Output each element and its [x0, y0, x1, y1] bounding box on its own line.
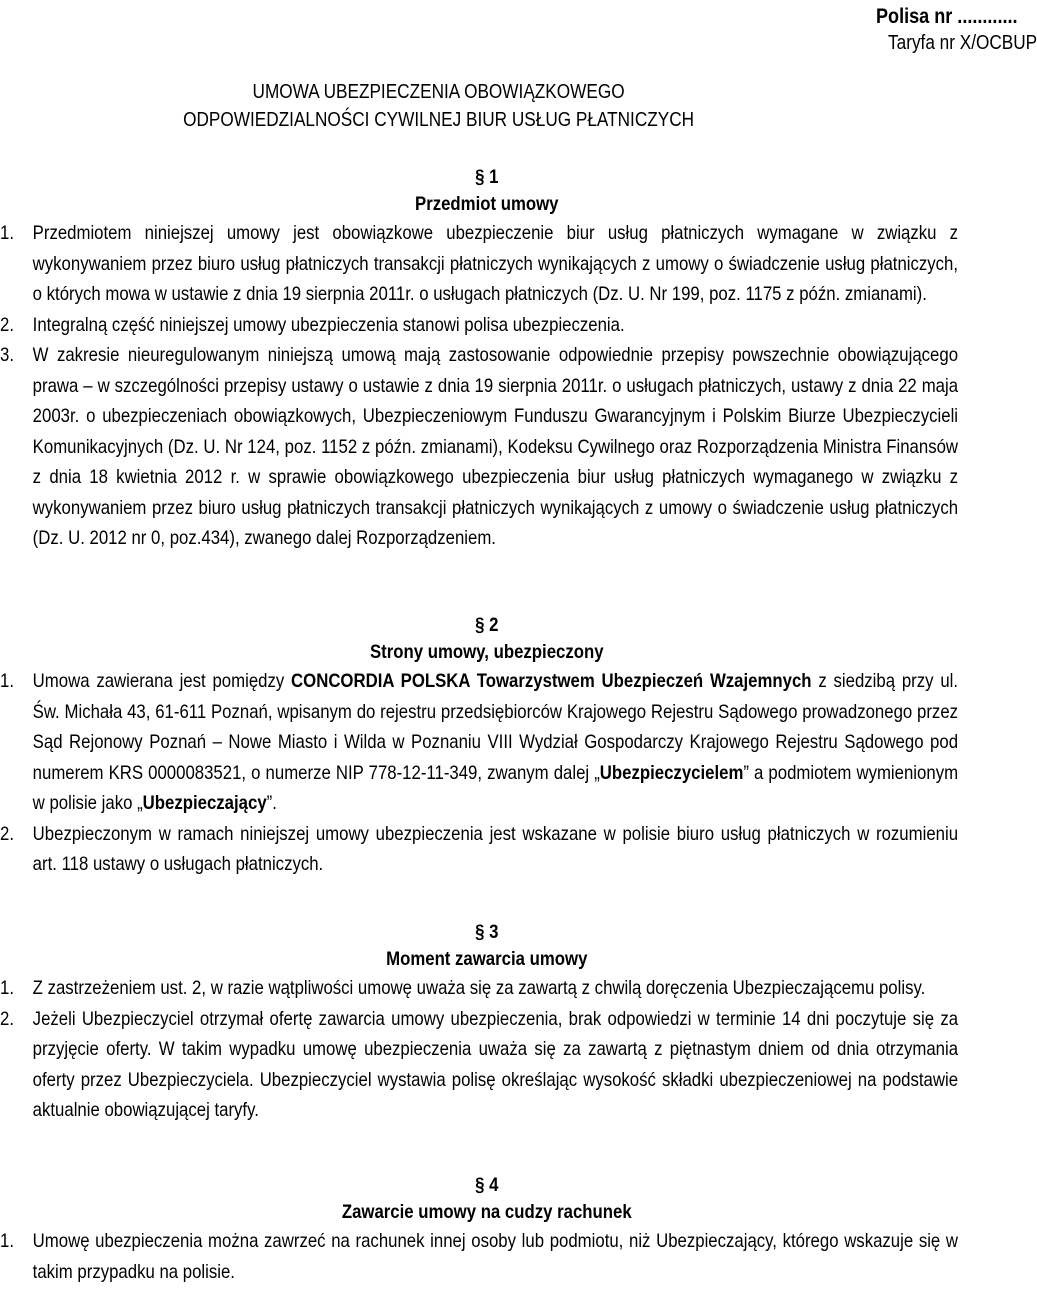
- section-3-body: [0, 973, 958, 1126]
- policy-number: Polisa nr ............: [876, 5, 1018, 28]
- item-text: Umowę ubezpieczenia można zawrzeć na rachunek innej osoby lub podmiotu, niż Ubezpieczający, którego wskazuje się w takim przypadku na polisie.: [32, 1230, 959, 1283]
- section-number: § 2: [475, 614, 499, 636]
- list-item: [0, 666, 958, 819]
- section-number: § 3: [475, 921, 499, 943]
- section-title: Moment zawarcia umowy: [386, 948, 588, 970]
- section-4-heading: [0, 1170, 974, 1227]
- section-2-body: [0, 666, 958, 880]
- item-number: 2.: [0, 1007, 14, 1030]
- insurer-term: Ubezpieczycielem: [599, 761, 744, 784]
- list-item: [0, 819, 958, 880]
- item-number: 1.: [0, 977, 14, 999]
- insurer-name: CONCORDIA POLSKA Towarzystwem Ubezpieczeń Wzajemnych: [291, 670, 812, 692]
- section-4-body: [0, 1226, 958, 1287]
- item-number: 1.: [0, 222, 14, 244]
- list-item: [0, 310, 958, 341]
- title-line-2: ODPOWIEDZIALNOŚCI CYWILNEJ BIUR USŁUG PŁATNICZYCH: [183, 109, 695, 131]
- section-title: Zawarcie umowy na cudzy rachunek: [341, 1201, 632, 1223]
- item-text: Jeżeli Ubezpieczyciel otrzymał ofertę zawarcia umowy ubezpieczenia, brak odpowiedzi w terminie 14 dni poczytuje się za przyjęcie oferty. W takim wypadku umowę ubezpieczenia uważa się za zawartą z piętnastym dniem od dnia otrzymania oferty przez Ubezpieczyciela. Ubezpieczyciel wystawia polisę określając wysokość składki ubezpieczeniowej na podstawie aktualnie obowiązującej taryfy.: [32, 1007, 959, 1121]
- item-text: W zakresie nieuregulowanym niniejszą umową mają zastosowanie odpowiednie przepisy powszechnie obowiązującego prawa – w szczególności przepisy ustawy o ustawie z dnia 19 sierpnia 2011r. o usługach płatniczych, ustawy z dnia 22 maja 2003r. o ubezpieczeniach obowiązkowych, Ubezpieczeniowym Funduszu Gwarancyjnym i Polskim Biurze Ubezpieczycieli Komunikacyjnych (Dz. U. Nr 124, poz. 1152 z późn. zmianami), Kodeksu Cywilnego oraz Rozporządzenia Ministra Finansów z dnia 18 kwietnia 2012 r. w sprawie obowiązkowego ubezpieczenia biur usług płatniczych wymaganego w związku z wykonywaniem przez biuro usług płatniczych transakcji płatniczych wynikających z umowy o świadczenie usług płatniczych (Dz. U. 2012 nr 0, poz.434), zwanego dalej Rozporządzeniem.: [32, 344, 959, 549]
- list-item: [0, 1226, 958, 1287]
- section-1-heading: [0, 162, 974, 219]
- section-3-heading: [0, 917, 974, 974]
- item-number: 1.: [0, 1230, 14, 1252]
- item-text: Ubezpieczonym w ramach niniejszej umowy ubezpieczenia jest wskazane w polisie biuro usług płatniczych w rozumieniu art. 118 ustawy o usługach płatniczych.: [32, 822, 959, 875]
- item-text: Przedmiotem niniejszej umowy jest obowiązkowe ubezpieczenie biur usług płatniczych wymagane w związku z wykonywaniem przez biuro usług płatniczych transakcji płatniczych wynikających z umowy o świadczenie usług płatniczych, o których mowa w ustawie z dnia 19 sierpnia 2011r. o usługach płatniczych (Dz. U. Nr 199, poz. 1175 z późn. zmianami).: [32, 222, 959, 305]
- section-number: § 1: [475, 166, 499, 188]
- list-item: [0, 973, 958, 1004]
- list-item: [0, 1004, 958, 1126]
- list-item: [0, 340, 958, 554]
- section-title: Strony umowy, ubezpieczony: [369, 641, 604, 663]
- item-number: 2.: [0, 313, 14, 336]
- list-item: [0, 218, 958, 310]
- tariff-number: Taryfa nr X/OCBUP: [888, 32, 1037, 54]
- policy-header: [876, 4, 1037, 56]
- item-text: Integralną część niniejszej umowy ubezpieczenia stanowi polisa ubezpieczenia.: [32, 313, 625, 336]
- item-number: 1.: [0, 670, 14, 692]
- document-title: [0, 78, 877, 134]
- item-text: Umowa zawierana jest pomiędzy CONCORDIA POLSKA Towarzystwem Ubezpieczeń Wzajemnych z siedzibą przy ul. Św. Michała 43, 61-611 Poznań, wpisanym do rejestru przedsiębiorców Krajowego Rejestru Sądowego prowadzonego przez Sąd Rejonowy Poznań – Nowe Miasto i Wilda w Poznaniu VIII Wydział Gospodarczy Krajowego Rejestru Sądowego pod numerem KRS 0000083521, o numerze NIP 778-12-11-349, zwanym dalej „Ubezpieczycielem” a podmiotem wymienionym w polisie jako „Ubezpieczający”.: [32, 670, 959, 814]
- section-2-heading: [0, 610, 974, 667]
- section-number: § 4: [475, 1174, 499, 1196]
- policyholder-term: Ubezpieczający: [142, 792, 267, 814]
- item-number: 3.: [0, 344, 14, 366]
- item-text: Z zastrzeżeniem ust. 2, w razie wątpliwości umowę uważa się za zawartą z chwilą doręczenia Ubezpieczającemu polisy.: [32, 977, 926, 999]
- item-number: 2.: [0, 822, 14, 845]
- section-1-body: [0, 218, 958, 554]
- section-title: Przedmiot umowy: [415, 193, 559, 215]
- title-line-1: UMOWA UBEZPIECZENIA OBOWIĄZKOWEGO: [252, 81, 625, 103]
